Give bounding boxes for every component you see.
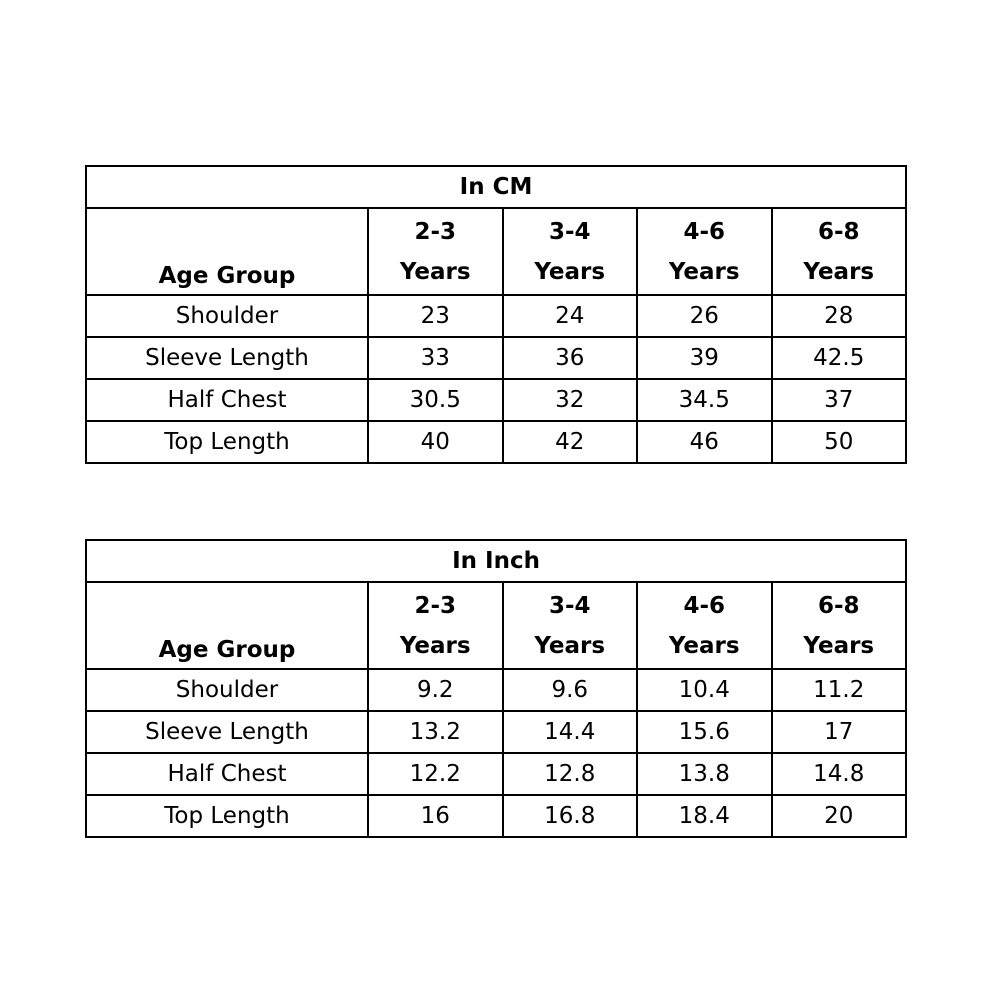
table-cell: 23 bbox=[368, 295, 503, 337]
column-header-range: 2-3 bbox=[414, 218, 457, 245]
table-title-row bbox=[86, 540, 906, 582]
table-cell: 11.2 bbox=[772, 669, 907, 711]
table-cell: 33 bbox=[368, 337, 503, 379]
table-title: In CM bbox=[86, 166, 906, 208]
row-label: Half Chest bbox=[86, 753, 368, 795]
column-header-range: 4-6 bbox=[683, 218, 726, 245]
column-header bbox=[368, 582, 503, 669]
column-header bbox=[368, 208, 503, 295]
table-row bbox=[86, 795, 906, 837]
table-cell: 40 bbox=[368, 421, 503, 463]
column-header-range: 2-3 bbox=[414, 592, 457, 619]
column-header-unit: Years bbox=[399, 258, 471, 285]
table-cell: 34.5 bbox=[637, 379, 772, 421]
size-table-inch bbox=[85, 539, 907, 838]
row-label: Shoulder bbox=[86, 295, 368, 337]
column-header bbox=[503, 208, 638, 295]
table-title-row bbox=[86, 166, 906, 208]
column-header-unit: Years bbox=[399, 632, 471, 659]
table-cell: 14.8 bbox=[772, 753, 907, 795]
size-table-cm bbox=[85, 165, 907, 464]
table-header-row bbox=[86, 208, 906, 295]
table-cell: 26 bbox=[637, 295, 772, 337]
table-cell: 24 bbox=[503, 295, 638, 337]
table-row bbox=[86, 711, 906, 753]
column-header-unit: Years bbox=[668, 258, 740, 285]
table-cell: 42.5 bbox=[772, 337, 907, 379]
table-cell: 15.6 bbox=[637, 711, 772, 753]
column-header-unit: Years bbox=[803, 632, 875, 659]
column-header-unit: Years bbox=[803, 258, 875, 285]
age-group-header: Age Group bbox=[86, 208, 368, 295]
table-cell: 42 bbox=[503, 421, 638, 463]
column-header-unit: Years bbox=[668, 632, 740, 659]
column-header bbox=[503, 582, 638, 669]
table-cell: 16 bbox=[368, 795, 503, 837]
column-header-unit: Years bbox=[534, 258, 606, 285]
table-header-row bbox=[86, 582, 906, 669]
column-header-range: 6-8 bbox=[817, 592, 860, 619]
table-title: In Inch bbox=[86, 540, 906, 582]
column-header-range: 3-4 bbox=[548, 218, 591, 245]
row-label: Half Chest bbox=[86, 379, 368, 421]
table-cell: 13.8 bbox=[637, 753, 772, 795]
row-label: Top Length bbox=[86, 795, 368, 837]
table-cell: 20 bbox=[772, 795, 907, 837]
age-group-header: Age Group bbox=[86, 582, 368, 669]
table-row bbox=[86, 753, 906, 795]
column-header bbox=[637, 582, 772, 669]
table-cell: 12.8 bbox=[503, 753, 638, 795]
table-cell: 39 bbox=[637, 337, 772, 379]
column-header bbox=[772, 208, 907, 295]
table-row bbox=[86, 295, 906, 337]
table-cell: 9.6 bbox=[503, 669, 638, 711]
table-cell: 28 bbox=[772, 295, 907, 337]
column-header-range: 4-6 bbox=[683, 592, 726, 619]
table-cell: 16.8 bbox=[503, 795, 638, 837]
table-cell: 10.4 bbox=[637, 669, 772, 711]
row-label: Shoulder bbox=[86, 669, 368, 711]
row-label: Top Length bbox=[86, 421, 368, 463]
row-label: Sleeve Length bbox=[86, 337, 368, 379]
table-cell: 30.5 bbox=[368, 379, 503, 421]
column-header-unit: Years bbox=[534, 632, 606, 659]
table-cell: 32 bbox=[503, 379, 638, 421]
table-cell: 17 bbox=[772, 711, 907, 753]
table-cell: 37 bbox=[772, 379, 907, 421]
table-cell: 50 bbox=[772, 421, 907, 463]
table-row bbox=[86, 421, 906, 463]
table-cell: 14.4 bbox=[503, 711, 638, 753]
column-header-range: 6-8 bbox=[817, 218, 860, 245]
table-row bbox=[86, 337, 906, 379]
table-cell: 36 bbox=[503, 337, 638, 379]
table-row bbox=[86, 669, 906, 711]
table-cell: 12.2 bbox=[368, 753, 503, 795]
column-header bbox=[637, 208, 772, 295]
table-cell: 9.2 bbox=[368, 669, 503, 711]
table-row bbox=[86, 379, 906, 421]
table-cell: 18.4 bbox=[637, 795, 772, 837]
column-header-range: 3-4 bbox=[548, 592, 591, 619]
row-label: Sleeve Length bbox=[86, 711, 368, 753]
table-cell: 46 bbox=[637, 421, 772, 463]
column-header bbox=[772, 582, 907, 669]
table-cell: 13.2 bbox=[368, 711, 503, 753]
